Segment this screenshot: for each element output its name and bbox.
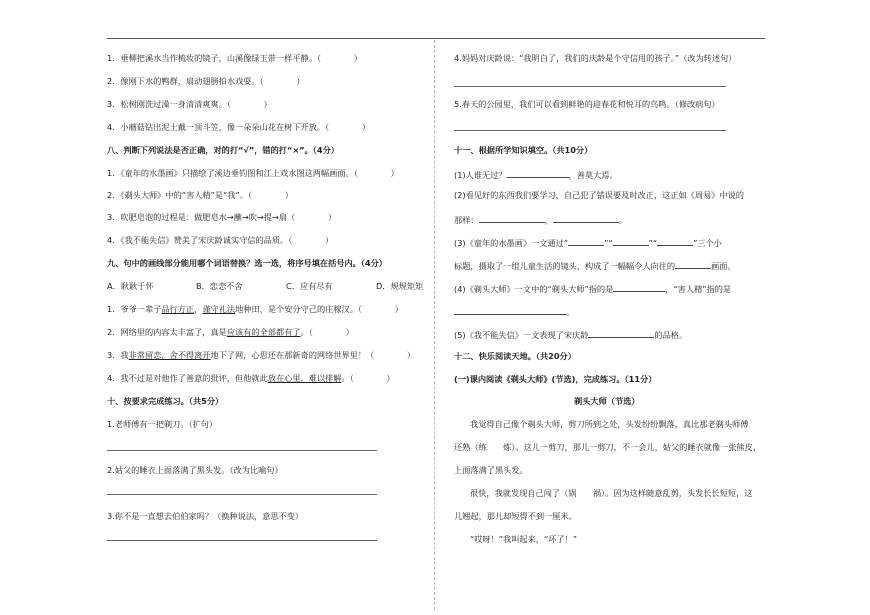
text: 3．我 <box>107 350 129 360</box>
s9-option-d: D．规规矩矩 <box>376 281 424 291</box>
s11-q3-line1 <box>454 236 722 249</box>
text: (1)人谁无过？ <box>454 170 507 180</box>
text: ， <box>194 304 203 314</box>
answer-line[interactable] <box>107 494 377 495</box>
text: 地下了网，心思还在那新奇的网络世界里！（ ） <box>210 350 416 360</box>
s9-option-c: C．应有尽有 <box>286 281 333 291</box>
text: ，“害人精”指的是 <box>665 284 732 294</box>
text: 。（ ） <box>300 327 354 337</box>
s11-q5 <box>454 328 687 341</box>
answer-line[interactable] <box>107 540 377 541</box>
text: 标题，摄取了一组儿童生活的镜头，构成了一幅幅令人向往的 <box>454 261 676 271</box>
q7-item-1: 1．垂柳把溪水当作梳妆的镜子，山溪像绿玉带一样平静。（ ） <box>107 53 362 63</box>
section-8-title: 八、判断下列说法是否正确，对的打“√”，错的打“×”。（4分） <box>107 145 339 155</box>
s11-q3-line2 <box>454 259 736 272</box>
top-rule <box>107 38 765 39</box>
r-item-5: 5.春天的公园里，我们可以看到鲜艳的迎春花和悦耳的鸟鸣。（修改病句） <box>454 99 720 109</box>
text: 地种田，是个安分守己的庄稼汉。（ ） <box>235 304 403 314</box>
section-12-title: 十二、快乐阅读天地。（共20分） <box>454 351 576 361</box>
passage-line-4: 很快，我就发现自己闯了（锅 祸）。因为这样随意乱剪，头发长长短短，这 <box>470 488 753 498</box>
section-9-title: 九、句中的画线部分能用哪个词语替换？选一选，将序号填在括号内。（4分） <box>107 258 387 268</box>
fill-blank[interactable] <box>553 213 619 223</box>
s9-option-b: B．恋恋不舍 <box>196 281 243 291</box>
underlined-phrase: 谨守礼法 <box>202 304 236 314</box>
fill-blank[interactable] <box>454 305 566 315</box>
s11-q2-line2 <box>454 213 627 226</box>
answer-line[interactable] <box>107 450 377 451</box>
fill-blank[interactable] <box>479 213 545 223</box>
text: 的品格。 <box>654 330 688 340</box>
text: ， <box>544 215 553 225</box>
text: ”三个小 <box>693 238 722 248</box>
passage-line-2: 还熟（练 炼）。这儿一剪刀，那儿一剪刀，不一会儿，姑父的睡衣就像一张熊皮， <box>454 442 762 452</box>
text: (5)《我不能失信》一文表现了宋庆龄 <box>454 330 589 340</box>
s10-item-1: 1.老师傅有一把剃刀。（扩句） <box>107 419 218 429</box>
passage-line-5: 儿翘起，那儿却短得不到一厘米。 <box>454 511 577 521</box>
text: ”“ <box>648 238 658 248</box>
text: 1．爷爷一辈子 <box>107 304 162 314</box>
fill-blank[interactable] <box>507 168 569 178</box>
s11-q1 <box>454 168 618 181</box>
column-divider <box>434 40 435 610</box>
text: 。 <box>566 307 575 317</box>
underlined-phrase: 非常留恋，舍不得离开 <box>128 350 211 360</box>
text: 2．网络里的内容太丰富了，真是 <box>107 327 227 337</box>
s11-q2-line1: (2)看见好的东西我们要学习，自己犯了错误要及时改正，这正如《周易》中说的 <box>454 190 744 200</box>
passage-line-6: “哎呀！”我叫起来，“坏了！” <box>470 534 578 544</box>
s8-item-4: 4．《我不能失信》赞美了宋庆龄诚实守信的品质。（ ） <box>107 235 334 245</box>
answer-line[interactable] <box>454 130 726 131</box>
text: (4)《剃头大师》一文中的“剃头大师”指的是 <box>454 284 614 294</box>
underlined-phrase: 放在心里，难以排解 <box>267 373 342 383</box>
text: ”“ <box>604 238 613 248</box>
q7-item-4: 4．小蘑菇钻出泥土戴一顶斗笠，像一朵朵山花在树下开放。（ ） <box>107 122 371 132</box>
s8-item-1: 1．《童年的水墨画》只描绘了溪边垂钓图和江上戏水图这两幅画面。（ ） <box>107 168 399 178</box>
fill-blank[interactable] <box>568 236 604 246</box>
text: 。（ ） <box>341 373 395 383</box>
s11-q4-line1 <box>454 282 731 295</box>
passage-title: 剃头大师（节选） <box>574 396 640 406</box>
text: 4．我不过是对他作了善意的批评，但他就此 <box>107 373 268 383</box>
s9-item-2 <box>107 327 354 338</box>
fill-blank[interactable] <box>675 259 711 269</box>
q7-item-2: 2．像刚下水的鸭群，扇动翅膀拍水戏耍。（ ） <box>107 76 305 86</box>
fill-blank[interactable] <box>613 282 665 292</box>
s11-q4-line2 <box>454 305 574 318</box>
section-10-title: 十、按要求完成练习。（共5分） <box>107 396 224 406</box>
s8-item-2: 2．《剃头大师》中的“害人精”是“我”。（ ） <box>107 190 293 200</box>
answer-line[interactable] <box>454 86 726 87</box>
s8-item-3: 3．吹肥皂泡的过程是：做肥皂水→蘸→吹→提→扇（ ） <box>107 212 337 222</box>
underlined-phrase: 品行方正 <box>161 304 195 314</box>
s9-item-4 <box>107 373 395 384</box>
passage-line-1: 我觉得自己像个剃头大师，剪刀所到之处，头发纷纷飘落，真比那老剃头师傅 <box>470 419 749 429</box>
text: 画面。 <box>711 261 736 271</box>
section-12-subtitle: (一)课内阅读《剃头大师》(节选)，完成练习。（11分） <box>454 374 657 384</box>
text: 那样： <box>454 215 479 225</box>
q7-item-3: 3．松树刚洗过澡一身清清爽爽。（ ） <box>107 99 272 109</box>
s9-option-a: A．耿耿于怀 <box>107 281 154 291</box>
fill-blank[interactable] <box>657 236 693 246</box>
passage-line-3: 上面落满了黑头发。 <box>454 465 528 475</box>
s9-item-3 <box>107 350 415 361</box>
text: ，善莫大焉。 <box>568 170 618 180</box>
fill-blank[interactable] <box>588 328 654 338</box>
s9-item-1 <box>107 304 403 315</box>
section-11-title: 十一、根据所学知识填空。（共10分） <box>454 145 593 155</box>
r-item-4: 4.妈妈对庆龄说：“我明白了，我们的庆龄是个守信用的孩子。”（改为转述句） <box>454 53 737 63</box>
underlined-phrase: 应该有的全部都有了 <box>226 327 301 337</box>
text: 。 <box>618 215 627 225</box>
text: (3)《童年的水墨画》一文通过“ <box>454 238 569 248</box>
s10-item-2: 2.姑父的睡衣上面落满了黑头发。（改为比喻句） <box>107 465 283 475</box>
fill-blank[interactable] <box>613 236 649 246</box>
s10-item-3: 3.你不是一直想去伯伯家吗？（换种说法，意思不变） <box>107 511 304 521</box>
